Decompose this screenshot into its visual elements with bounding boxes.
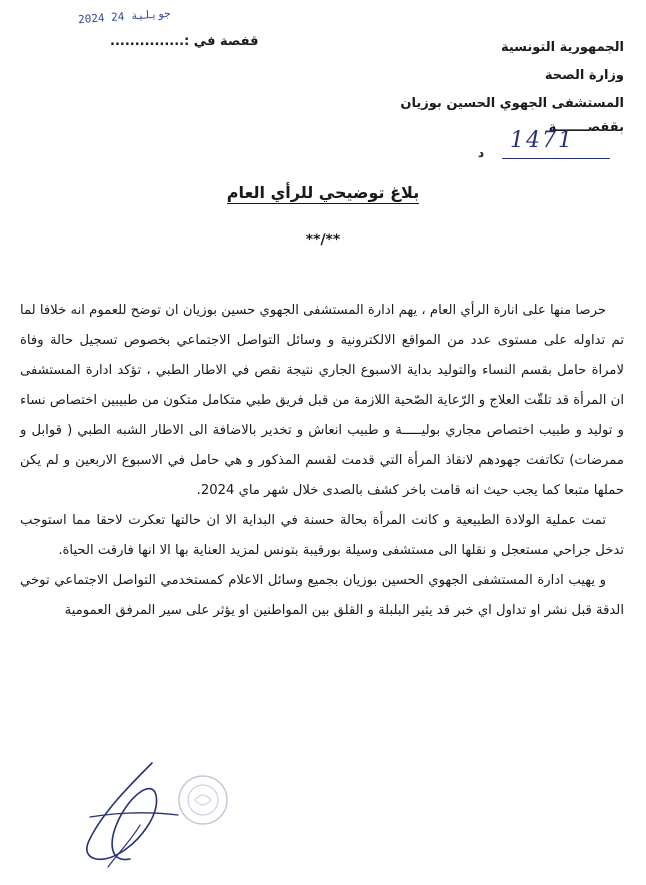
reference-suffix: د <box>478 146 485 160</box>
communique-title <box>0 183 646 202</box>
location-date-line: قفصة في :............... <box>110 34 259 49</box>
reference-handwritten-number: 1471 <box>510 128 574 153</box>
reference-underline <box>502 158 610 159</box>
body-paragraph-1: حرصا منها على انارة الرأي العام ، يهم ادارة المستشفى الجهوي حسين بوزيان ان توضح للعموم انه خلافا لما تم تداوله على مستوى عدد من المواقع الالكترونية و وسائل التواصل الاجتماعي بخصوص تسجيل حالة وفاة لامراة حامل بقسم النساء والتوليد بداية الاسبوع الجاري نتيجة نقص في الاطار الطبي ، تؤكد ادارة المستشفى ان المرأة قد تلقّت العلاج و الرّعاية الصّحية اللازمة من قبل فريق طبي متكامل متكون من طبيبين اختصاص نساء و توليد و طبيب اختصاص مجاري بوليـــــة و طبيب انعاش و تخدير بالاضافة الى الاطار الشبه الطبي ( قوابل و ممرضات) تكاتفت جهودهم لانقاذ المرأة التي قدمت لقسم المذكور و هي حامل في الاسبوع الاربعين و لم يكن حملها متبعا كما يجب حيث انه قامت باخر كشف بالصدى خلال شهر ماي 2024. <box>20 303 624 498</box>
reference-number <box>478 128 618 162</box>
received-date-stamp: 2024 جويلية 24 <box>77 6 172 27</box>
body-paragraph-2: تمت عملية الولادة الطبيعية و كانت المرأة بحالة حسنة في البداية الا ان حالتها تعكرت لاحقا مما استوجب تدخل جراحي مستعجل و نقلها الى مستشفى وسيلة بورقيبة بتونس لمزيد العناية بها الا انها فارقت الحياة. <box>20 513 624 558</box>
title-separator: **/** <box>305 232 341 248</box>
republic-name: الجمهورية التونسية <box>500 40 624 55</box>
communique-body <box>20 296 624 626</box>
hospital-city: بقفصـــــــة <box>548 120 624 135</box>
ministry-name: وزارة الصحة <box>544 68 624 83</box>
communique-title-text: بلاغ توضيحي للرأي العام <box>226 183 420 202</box>
hospital-name: المستشفى الجهوي الحسين بوزيان <box>400 96 624 111</box>
handwritten-signature <box>60 755 210 870</box>
body-paragraph-3: و يهيب ادارة المستشفى الجهوي الحسين بوزيان بجميع وسائل الاعلام كمستخدمي التواصل الاجتماعي توخي الدقة قبل نشر او تداول اي خبر قد يثير البلبلة و القلق بين المواطنين او يؤثر على سير المرفق العمومية <box>20 573 624 618</box>
letterhead <box>400 34 624 142</box>
